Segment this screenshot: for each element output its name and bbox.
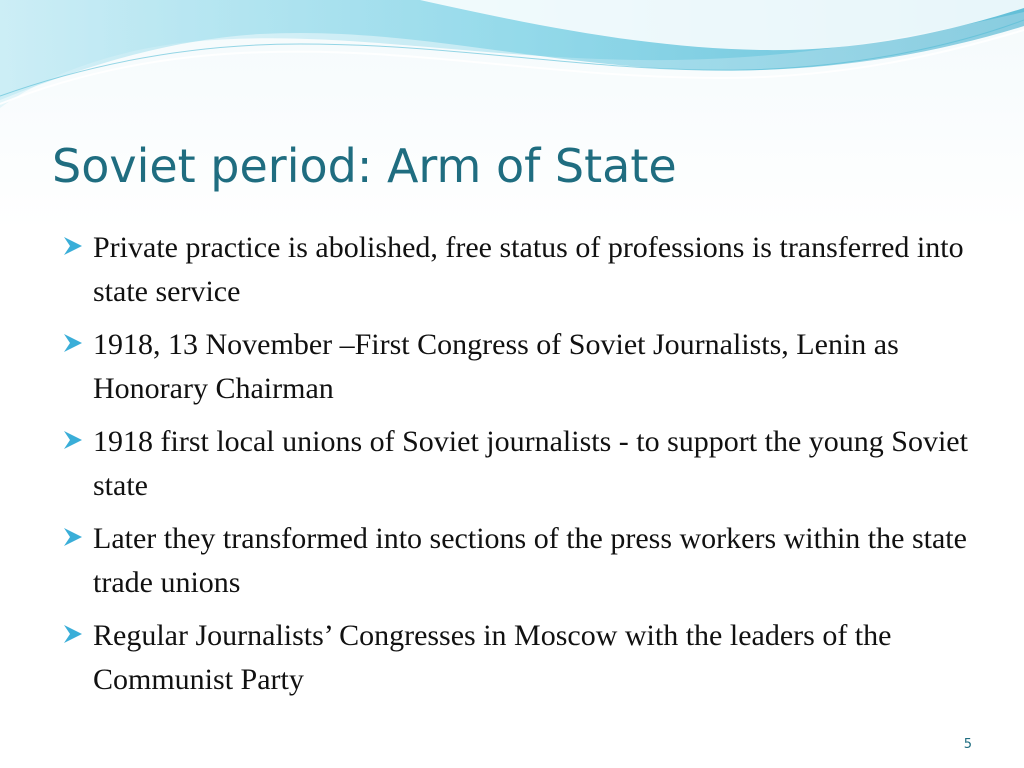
page-number: 5 xyxy=(963,737,972,752)
bullet-item xyxy=(62,614,982,702)
arrow-bullet-icon xyxy=(62,624,84,644)
bullet-text: Private practice is abolished, free status of professions is transferred into state service xyxy=(93,231,964,308)
arrow-bullet-icon xyxy=(62,527,84,547)
bullet-list xyxy=(62,226,982,711)
slide-title: Soviet period: Arm of State xyxy=(52,139,677,193)
bullet-text: 1918 first local unions of Soviet journalists - to support the young Soviet state xyxy=(93,425,968,502)
arrow-bullet-icon xyxy=(62,236,84,256)
bullet-text: Regular Journalists’ Congresses in Moscow with the leaders of the Communist Party xyxy=(93,619,892,696)
arrow-bullet-icon xyxy=(62,333,84,353)
bullet-item xyxy=(62,517,982,605)
arrow-bullet-icon xyxy=(62,430,84,450)
bullet-item xyxy=(62,226,982,314)
bullet-item xyxy=(62,323,982,411)
bullet-text: 1918, 13 November –First Congress of Soviet Journalists, Lenin as Honorary Chairman xyxy=(93,328,899,405)
wave-decoration xyxy=(0,0,1024,130)
bullet-text: Later they transformed into sections of the press workers within the state trade unions xyxy=(93,522,967,599)
bullet-item xyxy=(62,420,982,508)
